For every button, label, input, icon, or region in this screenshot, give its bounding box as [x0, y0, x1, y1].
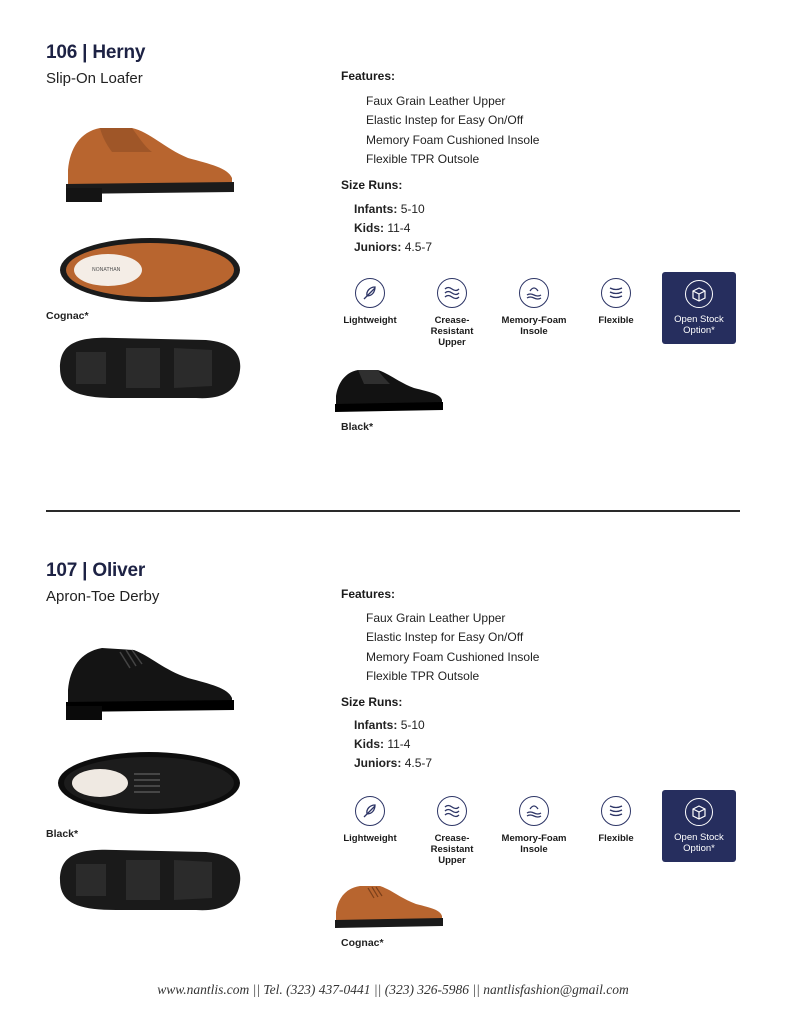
- alt-color-label: Cognac*: [341, 937, 384, 949]
- list-item: Elastic Instep for Easy On/Off: [366, 630, 524, 645]
- box-icon: [691, 286, 707, 302]
- size-value: 4.5-7: [404, 240, 433, 254]
- features-heading: Features:: [341, 69, 396, 83]
- list-item: Memory Foam Cushioned Insole: [366, 132, 540, 147]
- shoe-sole-view-image: [56, 844, 244, 916]
- size-label: Juniors:: [354, 756, 402, 770]
- waves-icon: [443, 284, 461, 302]
- badge-label-line2: Upper: [438, 337, 466, 348]
- feather-icon: [361, 284, 379, 302]
- features-list: [366, 92, 539, 169]
- shoe-top-view-image: [56, 750, 242, 816]
- size-label: Juniors:: [354, 240, 402, 254]
- list-item: Faux Grain Leather Upper: [366, 611, 506, 625]
- badge-label: Open Stock: [674, 832, 724, 843]
- badge-label-line2: Insole: [520, 844, 548, 855]
- list-item: [354, 754, 432, 773]
- open-stock-badge: [662, 790, 736, 862]
- size-label: Infants:: [354, 202, 398, 216]
- product-subtitle: Slip-On Loafer: [46, 70, 143, 87]
- badge-label-line2: Insole: [520, 326, 548, 337]
- shoe-side-view-image: [60, 118, 240, 204]
- list-item: [354, 238, 432, 257]
- size-runs-heading: Size Runs:: [341, 695, 403, 709]
- feather-icon: [361, 802, 379, 820]
- product-107: [0, 518, 786, 978]
- size-value: 11-4: [387, 737, 411, 751]
- alt-color-shoe-image: [332, 878, 446, 932]
- feature-badges: [334, 790, 744, 870]
- waves-icon: [443, 802, 461, 820]
- size-runs-list: [354, 716, 432, 773]
- flex-icon: [607, 284, 625, 302]
- badge-label: Lightweight: [343, 315, 397, 326]
- badge-crease-resistant: [416, 272, 488, 348]
- list-item: Flexible TPR Outsole: [366, 668, 480, 683]
- list-item: [354, 716, 432, 735]
- features-heading: Features:: [341, 587, 396, 601]
- size-label: Kids:: [354, 221, 384, 235]
- list-item: Faux Grain Leather Upper: [366, 94, 506, 108]
- list-item: Flexible TPR Outsole: [366, 151, 480, 166]
- features-list: [366, 609, 539, 686]
- size-value: 11-4: [387, 221, 411, 235]
- box-icon: [691, 804, 707, 820]
- size-runs-heading: Size Runs:: [341, 178, 403, 192]
- list-item: [354, 200, 432, 219]
- shoe-top-view-image: [58, 236, 242, 304]
- list-item: [354, 219, 432, 238]
- list-item: Elastic Instep for Easy On/Off: [366, 113, 524, 128]
- badge-label: Memory-Foam: [501, 833, 567, 844]
- list-item: [354, 735, 432, 754]
- alt-color-label: Black*: [341, 421, 374, 433]
- product-title: 106 | Herny: [46, 42, 146, 63]
- badge-crease-resistant: [416, 790, 488, 866]
- product-106: [0, 0, 786, 460]
- open-stock-badge: [662, 272, 736, 344]
- badge-label: Flexible: [598, 315, 634, 326]
- list-item: Memory Foam Cushioned Insole: [366, 649, 540, 664]
- product-title: 107 | Oliver: [46, 560, 146, 581]
- alt-color-shoe-image: [332, 364, 446, 416]
- foam-icon: [525, 284, 543, 302]
- size-runs-list: [354, 200, 432, 257]
- badge-label: Lightweight: [343, 833, 397, 844]
- size-value: 4.5-7: [404, 756, 433, 770]
- badge-label: Crease-Resistant: [430, 833, 474, 855]
- size-value: 5-10: [400, 202, 425, 216]
- badge-memory-foam: [498, 790, 570, 855]
- badge-label: Open Stock: [674, 314, 724, 325]
- badge-memory-foam: [498, 272, 570, 337]
- main-color-label: Cognac*: [46, 310, 89, 322]
- badge-lightweight: [334, 272, 406, 326]
- svg-text:NONATHAN: NONATHAN: [92, 267, 121, 273]
- badge-flexible: [580, 272, 652, 326]
- section-divider: [46, 510, 740, 512]
- badge-label-line2: Upper: [438, 855, 466, 866]
- product-subtitle: Apron-Toe Derby: [46, 588, 160, 605]
- size-value: 5-10: [400, 718, 425, 732]
- badge-label: Crease-Resistant: [430, 315, 474, 337]
- shoe-sole-view-image: [56, 332, 244, 404]
- shoe-side-view-image: [60, 642, 240, 722]
- footer-contact: www.nantlis.com || Tel. (323) 437-0441 || (323) 326-5986 || nantlisfashion@gmail.com: [157, 982, 629, 997]
- size-label: Infants:: [354, 718, 398, 732]
- badge-label: Flexible: [598, 833, 634, 844]
- badge-lightweight: [334, 790, 406, 844]
- flex-icon: [607, 802, 625, 820]
- main-color-label: Black*: [46, 828, 79, 840]
- badge-label: Memory-Foam: [501, 315, 567, 326]
- foam-icon: [525, 802, 543, 820]
- badge-flexible: [580, 790, 652, 844]
- badge-label-line2: Option*: [683, 843, 715, 854]
- feature-badges: [334, 272, 744, 352]
- size-label: Kids:: [354, 737, 384, 751]
- badge-label-line2: Option*: [683, 325, 715, 336]
